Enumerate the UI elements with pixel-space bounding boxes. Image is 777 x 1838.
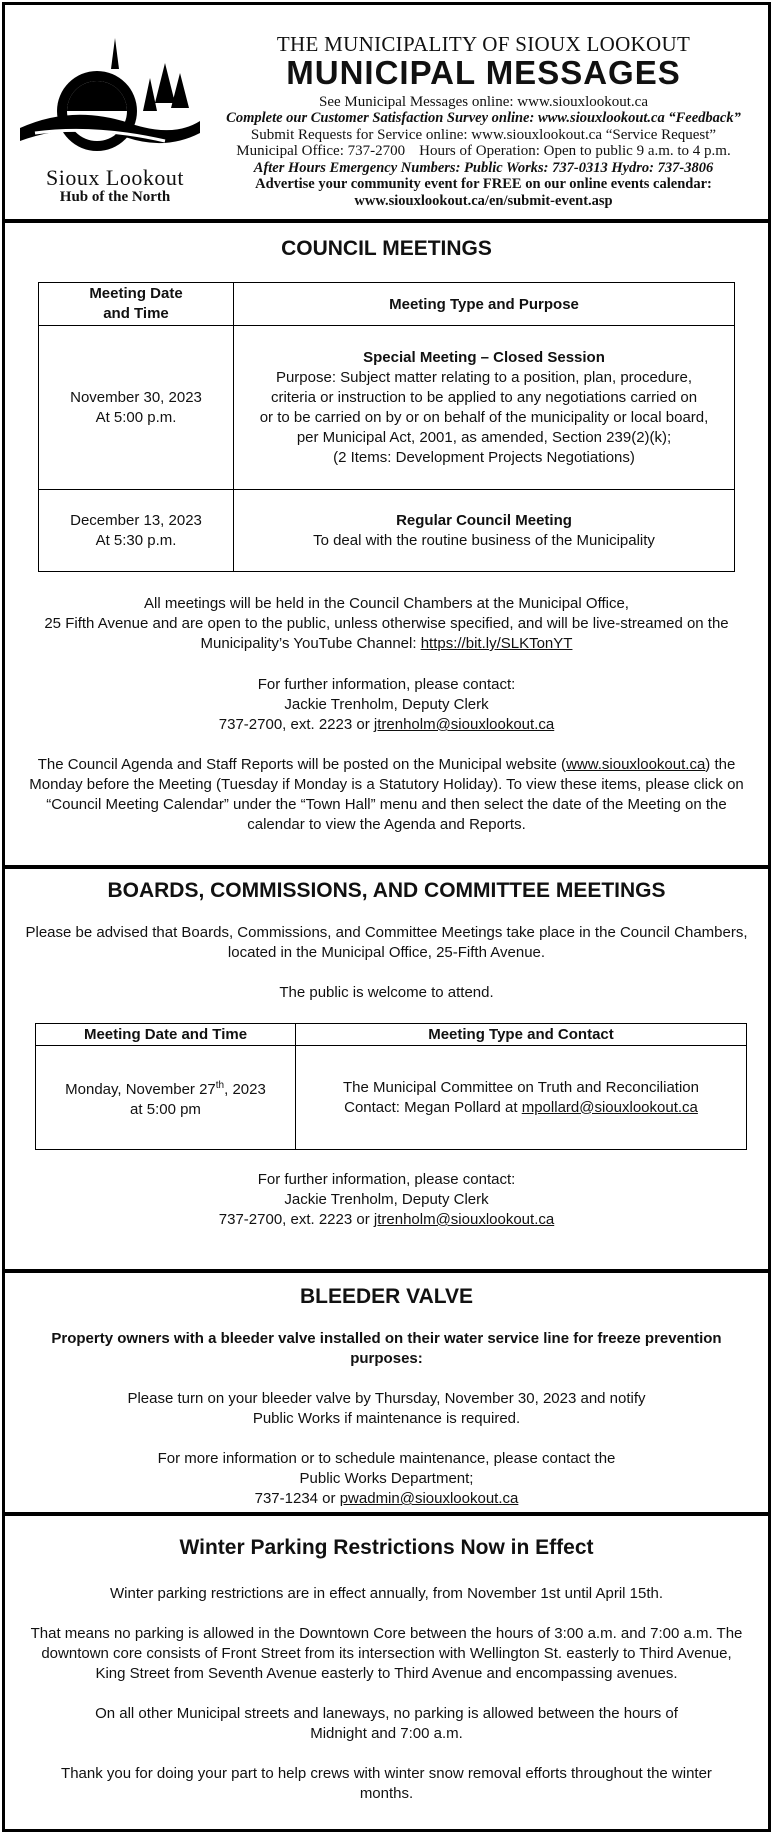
council-meetings-table — [38, 282, 735, 572]
meeting-date-cell: December 13, 2023 At 5:30 p.m. — [39, 490, 234, 572]
header-line-event-url: www.siouxlookout.ca/en/submit-event.asp — [354, 192, 613, 209]
office-hours: Hours of Operation: Open to public 9 a.m. to 4 p.m. — [419, 143, 731, 160]
winter-thanks-text: Thank you for doing your part to help crews with winter snow removal efforts throughout the winter months. — [61, 1765, 712, 1802]
table-header-type: Meeting Type and Contact — [296, 1024, 747, 1046]
meeting-type-cell: Special Meeting – Closed Session Purpose: Subject matter relating to a position, plan, procedure, criteria or instruction to be applied to any negotiations carried on or to be carried on by or on behalf of the municipality or local board, per Municipal Act, 2001, as amended, Section 239(2)(k); (2 Items: Development Projects Negotiations) — [234, 326, 735, 490]
clerk-email-link[interactable]: jtrenholm@siouxlookout.ca — [373, 716, 555, 733]
municipal-logo — [15, 33, 205, 203]
winter-parking-section — [5, 1516, 768, 1829]
winter-downtown-text: That means no parking is allowed in the Downtown Core between the hours of 3:00 a.m. and 7:00 a.m. The downtown core consists of Front Street from its intersection with Wellington St. easterly to Third Avenue, King Street from Seventh Avenue easterly to Third Avenue and encompassing avenues. — [30, 1625, 743, 1682]
bleeder-instruction-text: Please turn on your bleeder valve by Thursday, November 30, 2023 and notify Public Works if maintenance is required. — [127, 1390, 646, 1427]
logo-tagline: Hub of the North — [59, 189, 171, 205]
section-title: BOARDS, COMMISSIONS, AND COMMITTEE MEETINGS — [107, 879, 666, 902]
public-works-email-link[interactable]: pwadmin@siouxlookout.ca — [339, 1490, 519, 1507]
committee-email-link[interactable]: mpollard@siouxlookout.ca — [521, 1098, 698, 1116]
winter-intro-text: Winter parking restrictions are in effect annually, from November 1st until April 15th. — [109, 1585, 664, 1602]
website-link[interactable]: www.siouxlookout.ca — [566, 756, 706, 773]
meeting-date-cell: Monday, November 27th, 2023 at 5:00 pm — [36, 1046, 296, 1150]
bleeder-valve-section — [5, 1273, 768, 1516]
youtube-link[interactable]: https://bit.ly/SLKTonYT — [420, 635, 573, 652]
bleeder-lead-text: Property owners with a bleeder valve installed on their water service line for freeze prevention purposes: — [51, 1330, 722, 1367]
table-header-date: Meeting Date and Time — [39, 283, 234, 326]
municipality-name: THE MUNICIPALITY OF SIOUX LOOKOUT — [276, 32, 691, 56]
boards-committees-section — [5, 869, 768, 1273]
boards-contact-text: For further information, please contact: Jackie Trenholm, Deputy Clerk 737-2700, ext. 2223 or jtrenholm@siouxlookout.ca — [218, 1171, 555, 1228]
table-header-row — [39, 283, 735, 326]
public-welcome-text: The public is welcome to attend. — [279, 984, 494, 1001]
table-row — [39, 326, 735, 490]
agenda-info-text: The Council Agenda and Staff Reports will be posted on the Municipal website (www.siouxlookout.ca) the Monday before the Meeting (Tuesday if Monday is a Statutory Holiday). To view these items, please click on “Council Meeting Calendar” under the “Town Hall” menu and then select the date of the Meeting on the calendar to view the Agenda and Reports. — [29, 756, 744, 833]
meeting-location-text: All meetings will be held in the Council Chambers at the Municipal Office, 25 Fifth Avenue and are open to the public, unless otherwise specified, and will be live-streamed on the Municipality’s YouTube Channel: https://bit.ly/SLKTonYT — [44, 595, 729, 652]
bleeder-contact-text: For more information or to schedule maintenance, please contact the Public Works Department; 737-1234 or pwadmin@siouxlookout.ca — [157, 1450, 616, 1507]
section-title: COUNCIL MEETINGS — [281, 237, 492, 260]
meeting-type-cell: Regular Council Meeting To deal with the routine business of the Municipality — [234, 490, 735, 572]
header-line-survey: Complete our Customer Satisfaction Survey online: www.siouxlookout.ca “Feedback” — [226, 110, 741, 127]
section-title: Winter Parking Restrictions Now in Effect — [179, 1536, 594, 1559]
office-phone: Municipal Office: 737-2700 — [236, 143, 406, 160]
table-row — [39, 490, 735, 572]
municipal-header — [5, 5, 768, 223]
header-line-office — [205, 144, 762, 160]
meeting-date-cell: November 30, 2023 At 5:00 p.m. — [39, 326, 234, 490]
header-text-block — [205, 33, 762, 209]
council-contact-text: For further information, please contact: Jackie Trenholm, Deputy Clerk 737-2700, ext. 2223 or jtrenholm@siouxlookout.ca — [218, 676, 555, 733]
table-header-row — [36, 1024, 747, 1046]
header-line-requests: Submit Requests for Service online: www.siouxlookout.ca “Service Request” — [250, 126, 717, 143]
table-row — [36, 1046, 747, 1150]
table-header-type: Meeting Type and Purpose — [234, 283, 735, 326]
section-title: BLEEDER VALVE — [299, 1285, 474, 1308]
clerk-email-link[interactable]: jtrenholm@siouxlookout.ca — [373, 1211, 555, 1228]
boards-meetings-table — [35, 1023, 747, 1150]
header-line-online: See Municipal Messages online: www.siouxlookout.ca — [319, 93, 648, 110]
logo-wordmark: Sioux Lookout — [46, 165, 184, 190]
council-meetings-section — [5, 223, 768, 869]
meeting-type-cell: The Municipal Committee on Truth and Reconciliation Contact: Megan Pollard at mpollard@siouxlookout.ca — [296, 1046, 747, 1150]
newspaper-notice — [2, 2, 771, 1832]
header-line-emergency: After Hours Emergency Numbers: Public Works: 737-0313 Hydro: 737-3806 — [253, 160, 714, 177]
page-title: MUNICIPAL MESSAGES — [286, 54, 681, 92]
sun-and-trees-logo-icon — [15, 33, 205, 163]
boards-intro-text: Please be advised that Boards, Commissions, and Committee Meetings take place in the Council Chambers, located in the Municipal Office, 25-Fifth Avenue. — [25, 924, 748, 961]
table-header-date: Meeting Date and Time — [36, 1024, 296, 1046]
header-line-advertise: Advertise your community event for FREE on our online events calendar: — [255, 176, 712, 193]
winter-other-streets-text: On all other Municipal streets and laneways, no parking is allowed between the hours of Midnight and 7:00 a.m. — [95, 1705, 678, 1742]
